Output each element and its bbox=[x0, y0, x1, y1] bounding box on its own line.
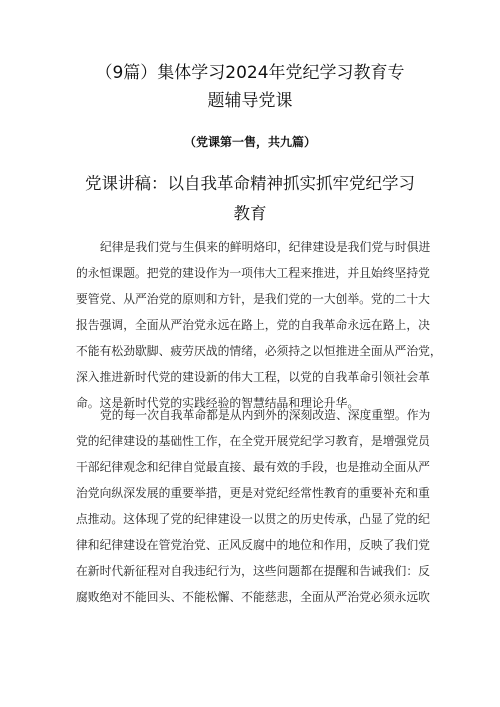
series-note: （党课第一售，共九篇） bbox=[183, 135, 316, 149]
paragraph-line: 点推动。这体现了党的纪律建设一以贯之的历史传承，凸显了党的纪 bbox=[76, 512, 430, 526]
paragraph-line: 不能有松劲歇脚、疲劳厌战的情绪，必须持之以恒推进全面从严治党， bbox=[76, 344, 442, 358]
paragraph-line: 干部纪律观念和纪律自觉最直接、最有效的手段，也是推动全面从严 bbox=[76, 460, 430, 474]
paragraph-line: 要管党、从严治党的原则和方针，是我们党的一大创举。党的二十大 bbox=[76, 292, 430, 306]
paragraph-line: 纪律是我们党与生俱来的鲜明烙印，纪律建设是我们党与时俱进 bbox=[100, 240, 431, 254]
paragraph-line: 深入推进新时代党的建设新的伟大工程，以党的自我革命引领社会革 bbox=[76, 370, 430, 384]
document-title-line-1: （9篇）集体学习2024年党纪学习教育专 bbox=[95, 63, 405, 83]
document-title-line-2: 题辅导党课 bbox=[207, 91, 293, 111]
paragraph-line: 的永恒课题。把党的建设作为一项伟大工程来推进，并且始终坚持党 bbox=[76, 266, 430, 280]
paragraph-line: 律和纪律建设在管党治党、正风反腐中的地位和作用，反映了我们党 bbox=[76, 538, 430, 552]
paragraph-line: 治党向纵深发展的重要举措，更是对党纪经常性教育的重要补充和重 bbox=[76, 486, 430, 500]
paragraph-line: 命。这是新时代党的实践经验的智慧结晶和理论升华。 bbox=[76, 396, 360, 410]
paragraph-line: 腐败绝对不能回头、不能松懈、不能慈悲，全面从严治党必须永远吹 bbox=[76, 590, 430, 604]
section-title-line-2: 教育 bbox=[233, 204, 267, 223]
section-title-line-1: 党课讲稿：以自我革命精神抓实抓牢党纪学习 bbox=[85, 174, 415, 193]
paragraph-line: 报告强调，全面从严治党永远在路上，党的自我革命永远在路上，决 bbox=[76, 318, 430, 332]
paragraph-line: 在新时代新征程对自我违纪行为，这些问题都在提醒和告诫我们：反 bbox=[76, 564, 430, 578]
paragraph-line: 党的纪律建设的基础性工作，在全党开展党纪学习教育，是增强党员 bbox=[76, 434, 430, 448]
paragraph-line: 党的每一次自我革命都是从内到外的深刻改造、深度重塑。作为 bbox=[100, 408, 431, 422]
